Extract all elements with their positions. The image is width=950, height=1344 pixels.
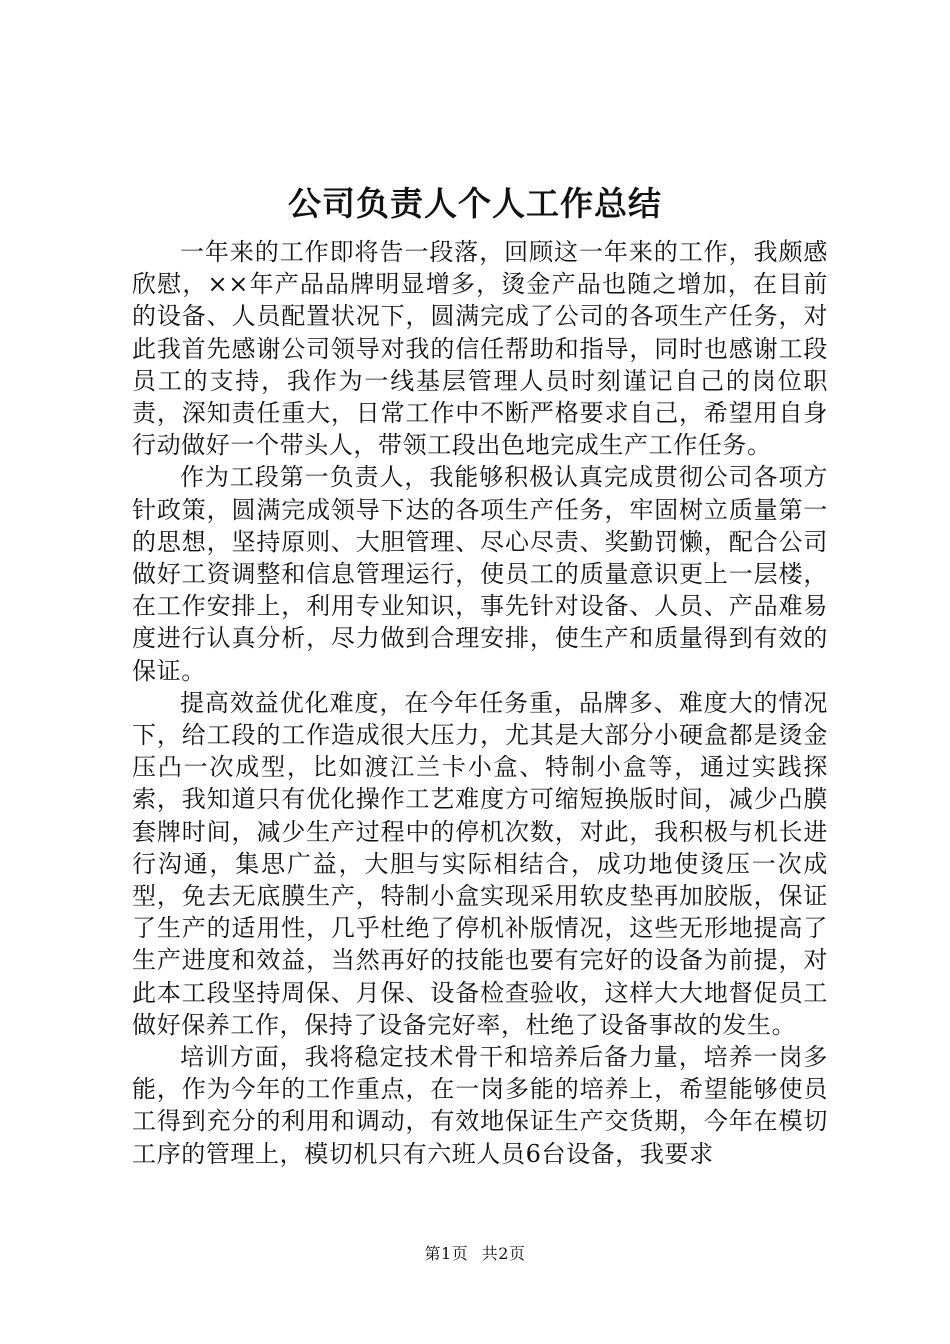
paragraph-1: 一年来的工作即将告一段落，回顾这一年来的工作，我颇感欣慰，××年产品品牌明显增多，烫金产品也随之增加，在目前的设备、人员配置状况下，圆满完成了公司的各项生产任务，对此我首先感谢公司领导对我的信任帮助和指导，同时也感谢工段员工的支持，我作为一线基层管理人员时刻谨记自己的岗位职责，深知责任重大，日常工作中不断严格要求自己，希望用自身行动做好一个带头人，带领工段出色地完成生产工作任务。 — [132, 238, 828, 460]
paragraph-4: 培训方面，我将稳定技术骨干和培养后备力量，培养一岗多能，作为今年的工作重点，在一岗多能的培养上，希望能够使员工得到充分的利用和调动，有效地保证生产交货期，今年在模切工序的管理上，模切机只有六班人员6台设备，我要求 — [132, 1043, 828, 1168]
document-body — [132, 236, 828, 1170]
page-number-total: 共2页 — [481, 1244, 526, 1263]
page-number-current: 第1页 — [424, 1244, 469, 1263]
document-title: 公司负责人个人工作总结 — [288, 184, 662, 223]
paragraph-2: 作为工段第一负责人，我能够积极认真完成贯彻公司各项方针政策，圆满完成领导下达的各项生产任务，牢固树立质量第一的思想，坚持原则、大胆管理、尽心尽责、奖勤罚懒，配合公司做好工资调整和信息管理运行，使员工的质量意识更上一层楼，在工作安排上，利用专业知识，事先针对设备、人员、产品难易度进行认真分析，尽力做到合理安排，使生产和质量得到有效的保证。 — [132, 463, 828, 685]
page-footer — [0, 1243, 950, 1265]
paragraph-3: 提高效益优化难度，在今年任务重，品牌多、难度大的情况下，给工段的工作造成很大压力，尤其是大部分小硬盒都是烫金压凸一次成型，比如渡江兰卡小盒、特制小盒等，通过实践探索，我知道只有优化操作工艺难度方可缩短换版时间，减少凸膜套牌时间，减少生产过程中的停机次数，对此，我积极与机长进行沟通，集思广益，大胆与实际相结合，成功地使烫压一次成型，免去无底膜生产，特制小盒实现采用软皮垫再加胶版，保证了生产的适用性，几乎杜绝了停机补版情况，这些无形地提高了生产进度和效益，当然再好的技能也要有完好的设备为前提，对此本工段坚持周保、月保、设备检查验收，这样大大地督促员工做好保养工作，保持了设备完好率，杜绝了设备事故的发生。 — [132, 688, 828, 1039]
